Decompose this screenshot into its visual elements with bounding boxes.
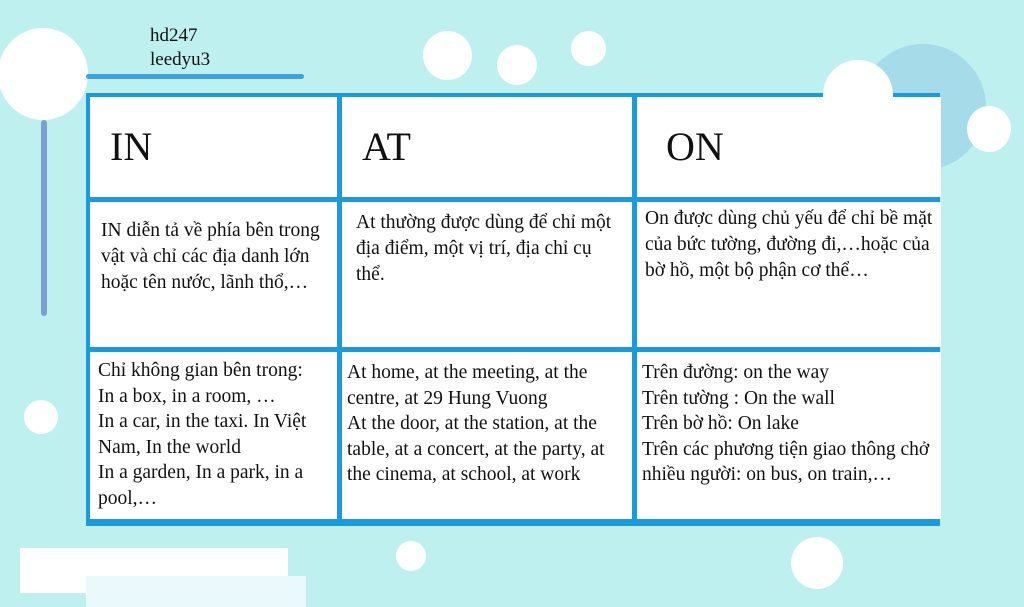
decor-circle [24, 400, 58, 434]
example-line: Chỉ không gian bên trong: [98, 360, 303, 381]
credit-line-2: leedyu3 [150, 49, 211, 70]
decor-circle [0, 28, 88, 120]
examples-in [90, 352, 337, 519]
description-at: At thường được dùng để chỉ một địa điểm, một vị trí, địa chỉ cụ thể. [342, 202, 632, 347]
decor-circle [497, 45, 537, 85]
decor-circle [967, 106, 1011, 152]
header-in [90, 97, 337, 197]
header-at-text: AT [362, 124, 411, 169]
header-at [342, 97, 632, 197]
example-line: Trên bờ hồ: On lake [642, 413, 799, 434]
decor-circle [571, 31, 606, 66]
header-on-text: ON [666, 124, 724, 169]
decor-vertical-bar [41, 120, 47, 316]
decor-circle [423, 31, 472, 80]
example-line: In a box, in a room, … [98, 385, 276, 407]
decor-circle [791, 537, 843, 589]
decor-circle [823, 60, 893, 130]
example-line: At home, at the meeting, at the centre, at 29 Hung Vuong [347, 362, 588, 409]
examples-at [342, 352, 632, 519]
example-line: Trên các phương tiện giao thông chở nhiều người: on bus, on train,… [642, 438, 930, 485]
description-in: IN diễn tả về phía bên trong vật và chỉ các địa danh lớn hoặc tên nước, lãnh thổ,… [90, 202, 337, 347]
example-line: At the door, at the station, at the table, at a concert, at the party, at the cinema, at school, at work [347, 413, 605, 485]
credits [150, 24, 210, 72]
example-line: Trên tường : On the wall [642, 387, 835, 409]
description-on: On được dùng chủ yếu để chỉ bề mặt của bức tường, đường đi,…hoặc của bờ hồ, một bộ phận cơ thể… [637, 202, 941, 347]
example-line: In a car, in the taxi. In Việt Nam, In the world [98, 411, 307, 458]
credit-line-1: hd247 [150, 25, 198, 46]
example-line: Trên đường: on the way [642, 362, 829, 383]
example-line: In a garden, In a park, in a pool,… [98, 462, 304, 509]
preposition-table [86, 93, 940, 526]
examples-on [637, 352, 941, 519]
decor-light-rect [86, 576, 306, 607]
decor-underline-bar [86, 74, 304, 79]
header-on [637, 97, 941, 197]
header-in-text: IN [110, 124, 153, 169]
decor-circle [396, 541, 426, 571]
